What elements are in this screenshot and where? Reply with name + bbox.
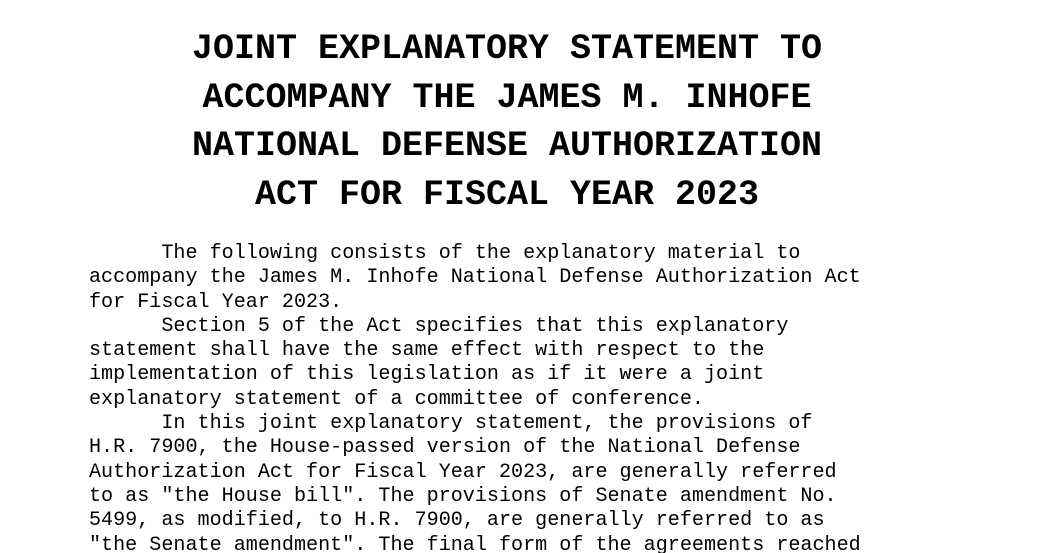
body-line: In this joint explanatory statement, the provisions of (89, 412, 813, 436)
title-line: JOINT EXPLANATORY STATEMENT TO (191, 29, 823, 69)
body-line: for Fiscal Year 2023. (89, 290, 343, 314)
body-line: accompany the James M. Inhofe National Defense Authorization Act (89, 266, 861, 290)
body-line: Authorization Act for Fiscal Year 2023, are generally referred (89, 460, 837, 484)
document-title (0, 25, 1014, 219)
body-line: 5499, as modified, to H.R. 7900, are generally referred to as (89, 509, 825, 533)
body-line: to as "the House bill". The provisions of Senate amendment No. (89, 484, 837, 508)
body-line: The following consists of the explanatory material to (89, 242, 801, 265)
title-line: ACCOMPANY THE JAMES M. INHOFE (202, 77, 812, 118)
document-body (89, 242, 861, 553)
body-line: explanatory statement of a committee of conference. (89, 387, 704, 411)
body-line: implementation of this legislation as if it were a joint (89, 363, 765, 387)
title-line: NATIONAL DEFENSE AUTHORIZATION (191, 126, 823, 166)
body-line: "the Senate amendment". The final form of the agreements reached (89, 533, 861, 553)
body-line: H.R. 7900, the House-passed version of the National Defense (89, 436, 801, 460)
title-line: ACT FOR FISCAL YEAR 2023 (254, 174, 760, 215)
body-line: statement shall have the same effect with respect to the (89, 339, 765, 363)
body-line: Section 5 of the Act specifies that this explanatory (89, 314, 789, 338)
